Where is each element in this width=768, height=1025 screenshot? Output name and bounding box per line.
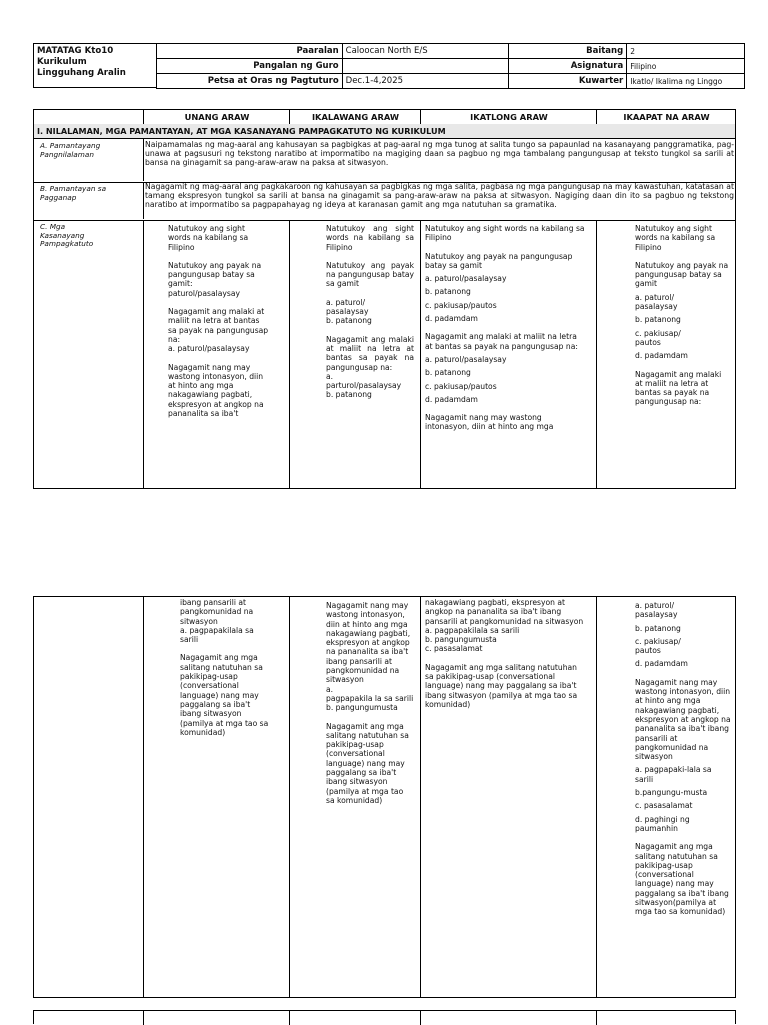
c-day4-item: Nagagamit ang malaki at maliit na letra at bantas sa payak na pangungusap na:	[635, 369, 722, 407]
p2-day4-item: b.pangungu-musta	[635, 788, 708, 798]
p2-day4-item: c. pasasalamat	[635, 801, 693, 811]
p2-day4-item: c. pakiusap/ pautos	[635, 636, 681, 656]
c-day4-item: c. pakiusap/ pautos	[635, 328, 681, 347]
row-b-label: B. Pamantayan sa Pagganap	[40, 184, 107, 202]
next-page-table-edge	[33, 1010, 736, 1024]
c-day3-item: Nagagamit nang may wastong intonasyon, diin at hinto ang mga	[425, 413, 554, 432]
p2-day4-item: d. padamdam	[635, 659, 688, 669]
c-day3-item: Natutukoy ang payak na pangungusap batay sa gamit	[425, 251, 573, 270]
guro-value	[342, 59, 509, 74]
asignatura-label: Asignatura	[509, 59, 627, 74]
row-b-text: Nagagamit ng mag-aaral ang pagkakaroon ng kahusayan sa pagbigkas ng mga salita, pagbasa ng mga pangungusap na may kawastuhan, katatasan at tamang ekspresyon tungkol sa sarili at bansa na ginagamit sa pang-araw-araw na paksa at sitwasyon. Nagiging daan din ito sa pagbuo ng tekstong naratibo at impormatibo sa pagpapahayag ng ideya at karanasan gamit ang mga natutuhan sa gramatika.	[143, 182, 735, 219]
row-a-text: Naipamamalas ng mag-aaral ang kahusayan sa pagbigkas at pag-aaral ng mga tunog at salita tungo sa papaunlad na kasanayang panggramatika, pag-unawa at pagsusuri ng tekstong naratibo at impormatibo na magiging daan sa pagbuo ng mga tambalang pangungusap at teksto tungkol sa sarili at bansa na ginagamit sa pang-araw-araw na paksa at sitwasyon.	[143, 139, 735, 181]
p2-day1-item: Nagagamit ang mga salitang natutuhan sa pakikipag-usap (conversational language) nang may paggalang sa iba't ibang sitwasyon (pamilya at mga tao sa komunidad)	[180, 653, 269, 737]
row-c-label: C. Mga Kasanayang Pampagkatuto	[40, 222, 94, 249]
header-info-table	[156, 43, 745, 89]
baitang-value: 2	[627, 44, 745, 59]
p2-day3-item: Nagagamit ang mga salitang natutuhan sa pakikipag-usap (conversational language) nang may paggalang sa iba't ibang sitwasyon (pamilya at mga tao sa komunidad)	[425, 662, 578, 709]
c-day1-item: Natutukoy ang sight words na kabilang sa Filipino	[168, 224, 249, 252]
p2-day4-item: a. paturol/ pasalaysay	[635, 601, 678, 620]
p2-day3-item: nakagawiang pagbati, ekspresyon at angkop na pananalita sa iba't ibang pansarili at pangkomunidad na sitwasyon a. pagpapakilala sa sarili b. pangungumusta c. pasasalamat	[425, 598, 584, 654]
day-header-row	[34, 110, 735, 125]
petsa-value: Dec.1-4,2025	[342, 74, 509, 89]
c-day4-item: Natutukoy ang payak na pangungusap batay sa gamit	[635, 260, 729, 289]
c-day1-item: Natutukoy ang payak na pangungusap batay sa gamit: paturol/pasalaysay	[168, 260, 262, 298]
p2-day2-cell	[289, 597, 420, 997]
row-a	[34, 139, 735, 183]
c-day2-item: Natutukoy ang sight words na kabilang sa Filipino	[326, 224, 414, 252]
p2-day4-item: b. patanong	[635, 623, 681, 633]
day-header: IKAAPAT NA ARAW	[596, 110, 736, 124]
c-day3-item: a. paturol/pasalaysay	[425, 354, 507, 364]
lesson-plan-table-continued	[33, 596, 736, 998]
p2-day4-item: a. pagpapaki-lala sa sarili	[635, 765, 712, 784]
p2-day4-cell	[596, 597, 735, 997]
c-day3-item: Natutukoy ang sight words na kabilang sa Filipino	[425, 224, 585, 243]
baitang-label: Baitang	[509, 44, 627, 59]
c-day3-item: c. pakiusap/pautos	[425, 381, 497, 391]
p2-day4-item: Nagagamit ang mga salitang natutuhan sa pakikipag-usap (conversational language) nang may paggalang sa iba't ibang sitwasyon(pamilya at mga tao sa komunidad)	[635, 842, 729, 917]
asignatura-value: Filipino	[627, 59, 745, 74]
c-day3-item: c. pakiusap/pautos	[425, 300, 497, 310]
p2-day3-cell	[420, 597, 596, 997]
c-day2-item: Nagagamit ang malaki at maliit na letra at bantas sa payak na pangungusap na: a. parturol/pasalaysay b. patanong	[326, 334, 414, 400]
c-day1-item: Nagagamit ang malaki at maliit na letra at bantas sa payak na pangungusap na: a. paturol/pasalaysay	[168, 307, 269, 354]
row-b	[34, 182, 735, 221]
p2-day4-item: d. paghingi ng paumanhin	[635, 814, 690, 833]
day-header: IKALAWANG ARAW	[289, 110, 421, 124]
c-day4-item: d. padamdam	[635, 351, 688, 361]
lesson-plan-table	[33, 109, 736, 489]
section-title: I. NILALAMAN, MGA PAMANTAYAN, AT MGA KASANAYANG PAMPAGKATUTO NG KURIKULUM	[34, 124, 735, 139]
c-day3-item: d. padamdam	[425, 314, 478, 324]
paaralan-value: Caloocan North E/S	[342, 44, 509, 59]
header-title-line: Kurikulum	[37, 57, 87, 67]
c-day2-item: Natutukoy ang payak na pangungusap batay sa gamit	[326, 260, 414, 289]
c-day1-cell	[143, 220, 289, 488]
paaralan-label: Paaralan	[157, 44, 343, 59]
c-day1-item: Nagagamit nang may wastong intonasyon, diin at hinto ang mga nakagawiang pagbati, ekspresyon at angkop na pananalita sa iba't	[168, 362, 264, 419]
c-day3-item: b. patanong	[425, 368, 471, 378]
header-title-box	[33, 43, 157, 88]
c-day3-item: a. paturol/pasalaysay	[425, 274, 507, 284]
c-day2-item: a. paturol/ pasalaysay b. patanong	[326, 297, 372, 326]
c-day3-item: d. padamdam	[425, 394, 478, 404]
c-day4-item: Natutukoy ang sight words na kabilang sa Filipino	[635, 224, 716, 252]
c-day4-item: a. paturol/ pasalaysay	[635, 292, 678, 312]
p2-day4-item: Nagagamit nang may wastong intonasyon, diin at hinto ang mga nakagawiang pagbati, ekspresyon at angkop na pananalita sa iba't ibang pansarili at pangkomunidad na sitwasyon	[635, 677, 731, 762]
c-day4-cell	[596, 220, 735, 488]
p2-day1-item: ibang pansarili at pangkomunidad na sitwasyon a. pagpapakilala sa sarili	[180, 598, 254, 645]
c-day3-item: b. patanong	[425, 287, 471, 297]
c-day4-item: b. patanong	[635, 315, 681, 325]
c-day3-item: Nagagamit ang malaki at maliit na letra at bantas sa payak na pangungusap na:	[425, 332, 578, 351]
header-title-line: Lingguhang Aralin	[37, 68, 126, 78]
c-day3-cell	[420, 220, 596, 488]
row-c	[34, 220, 735, 488]
c-day2-cell	[289, 220, 420, 488]
p2-day2-item: Nagagamit ang mga salitang natutuhan sa pakikipag-usap (conversational language) nang may paggalang sa iba't ibang sitwasyon (pamilya at mga tao sa komunidad)	[326, 721, 409, 805]
kwarter-value: Ikatlo/ Ikalima ng Linggo	[627, 74, 745, 89]
row-a-label: A. Pamantayang Pangnilalaman	[40, 141, 101, 159]
p2-day2-item: Nagagamit nang may wastong intonasyon, diin at hinto ang mga nakagawiang pagbati, ekspresyon at angkop na pananalita sa iba't ibang pansarili at pangkomunidad na sitwasyon a. pagpapakila la sa sarili b. pangungumusta	[326, 601, 414, 713]
kwarter-label: Kuwarter	[509, 74, 627, 89]
guro-label: Pangalan ng Guro	[157, 59, 343, 74]
day-header: UNANG ARAW	[143, 110, 290, 124]
header-title-line: MATATAG Kto10	[37, 46, 114, 56]
day-header: IKATLONG ARAW	[420, 110, 597, 124]
petsa-label: Petsa at Oras ng Pagtuturo	[157, 74, 343, 89]
p2-day1-cell	[143, 597, 289, 997]
